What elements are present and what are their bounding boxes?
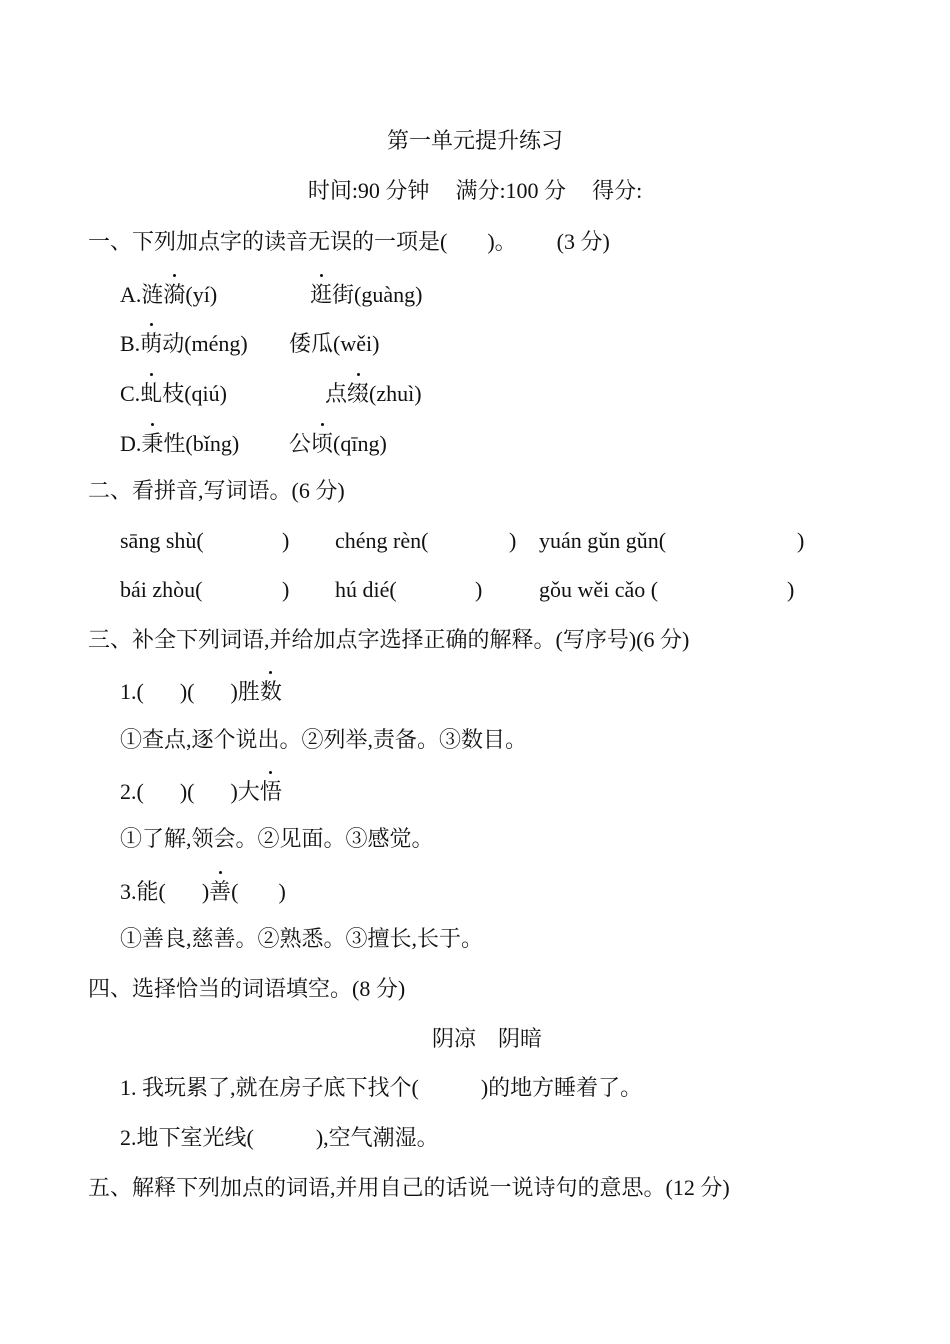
q2-heading: 二、看拼音,写词语。(6 分)	[88, 478, 345, 503]
q2-item: bái zhòu(	[120, 577, 203, 602]
q1-points: (3 分)	[556, 229, 610, 254]
pinyin: (guàng)	[354, 282, 423, 307]
dotted-char: 秉	[141, 429, 163, 459]
q3-heading: 三、补全下列词语,并给加点字选择正确的解释。(写序号)(6 分)	[88, 627, 690, 652]
q4-heading: 四、选择恰当的词语填空。(8 分)	[88, 976, 406, 1001]
q2-item: gǒu wěi cǎo (	[539, 577, 659, 602]
q3-text: )大	[230, 779, 260, 804]
q1-heading	[88, 227, 610, 257]
pinyin: (zhuì)	[369, 381, 422, 406]
pinyin: (bǐng)	[185, 431, 240, 456]
q3-item-1	[120, 677, 282, 707]
word-text: 动	[162, 331, 185, 356]
q2-item: chéng rèn(	[335, 528, 429, 553]
q3-item-3	[120, 877, 286, 907]
exam-meta	[0, 176, 950, 206]
q4-word-choices: 阴凉 阴暗	[432, 1026, 543, 1051]
q3-text: )(	[179, 779, 195, 804]
option-label: D.	[120, 431, 142, 456]
q1-option-d-word2	[289, 429, 387, 459]
q2-item-close: )	[509, 528, 517, 553]
q4-text: 1. 我玩累了,就在房子底下找个(	[120, 1075, 419, 1100]
exam-full-score: 满分:100 分	[455, 178, 567, 203]
dotted-char: 数	[260, 677, 282, 707]
page-title: 第一单元提升练习	[386, 128, 563, 153]
word-text: 性	[163, 431, 186, 456]
q1-option-c	[120, 379, 227, 409]
q2-item-close: )	[282, 528, 290, 553]
pinyin: (qīng)	[333, 431, 387, 456]
dotted-char: 逛	[310, 280, 332, 310]
q2-item	[120, 526, 204, 556]
q2-item: hú dié(	[335, 577, 397, 602]
q4-sentence-2	[120, 1123, 439, 1153]
option-label: B.	[120, 331, 141, 356]
q3-text: 1.(	[120, 679, 144, 704]
word-text: 公	[289, 431, 312, 456]
q3-text: )	[278, 879, 286, 904]
dotted-char: 顷	[311, 429, 333, 459]
word-text: 瓜	[311, 331, 334, 356]
word-text: 点	[325, 381, 348, 406]
q3-text: )(	[179, 679, 195, 704]
q2-item-close: )	[282, 577, 290, 602]
exam-time: 时间:90 分钟	[307, 178, 430, 203]
word-text: 枝	[162, 381, 185, 406]
option-label: C.	[120, 381, 141, 406]
q2-item-close: )	[475, 577, 483, 602]
word-text: 涟	[141, 282, 164, 307]
q3-text: )	[201, 879, 210, 904]
pinyin: (méng)	[184, 331, 248, 356]
q3-item-2-options: ①了解,领会。②见面。③感觉。	[120, 826, 434, 851]
option-label: A.	[120, 282, 142, 307]
q1-heading-text: 一、下列加点字的读音无误的一项是(	[88, 229, 448, 254]
q4-text: 2.地下室光线(	[120, 1125, 254, 1150]
q1-option-c-word2	[325, 379, 422, 409]
q3-item-1-options: ①查点,逐个说出。②列举,责备。③数目。	[120, 727, 528, 752]
exam-score: 得分:	[592, 178, 643, 203]
pinyin: (yí)	[185, 282, 218, 307]
q3-text: 2.(	[120, 779, 144, 804]
q1-option-b	[120, 329, 248, 359]
dotted-char: 漪	[163, 280, 185, 310]
q3-text: )胜	[230, 679, 260, 704]
q4-text: )的地方睡着了。	[480, 1075, 643, 1100]
word-text: 倭	[289, 331, 312, 356]
q1-option-a-word2	[310, 280, 422, 310]
dotted-char: 虬	[140, 379, 162, 409]
dotted-char: 萌	[140, 329, 162, 359]
pinyin: (qiú)	[184, 381, 227, 406]
dotted-char: 缀	[347, 379, 369, 409]
dotted-char: 善	[209, 877, 231, 907]
q1-heading-end: )。	[487, 229, 517, 254]
q1-option-a	[120, 280, 217, 310]
q1-option-d	[120, 429, 239, 459]
word-text: 街	[332, 282, 355, 307]
q3-text: 3.能(	[120, 879, 166, 904]
dotted-char: 悟	[260, 777, 282, 807]
pinyin: (wěi)	[333, 331, 380, 356]
q4-sentence-1	[120, 1073, 642, 1103]
pinyin: sāng shù(	[120, 528, 204, 553]
q3-text: (	[231, 879, 239, 904]
q2-item-close: )	[797, 528, 805, 553]
q1-option-b-word2	[289, 329, 379, 359]
q3-item-3-options: ①善良,慈善。②熟悉。③擅长,长于。	[120, 926, 484, 951]
q5-heading: 五、解释下列加点的词语,并用自己的话说一说诗句的意思。(12 分)	[88, 1175, 730, 1200]
q3-item-2	[120, 777, 282, 807]
q4-text: ),空气潮湿。	[315, 1125, 439, 1150]
q2-item: yuán gǔn gǔn(	[539, 528, 667, 553]
q2-item-close: )	[787, 577, 795, 602]
